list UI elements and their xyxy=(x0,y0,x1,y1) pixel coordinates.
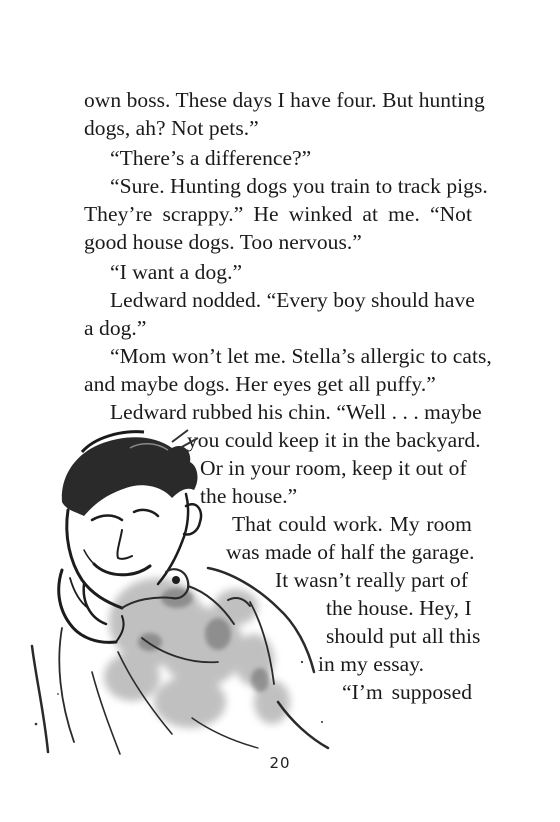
word: “Not xyxy=(429,202,472,226)
text-line: the house. Hey, I xyxy=(326,596,472,620)
text-line: should put all this xyxy=(326,624,481,648)
text-line: and maybe dogs. Her eyes get all puffy.” xyxy=(84,372,436,396)
word: supposed xyxy=(391,680,472,704)
word: winked xyxy=(288,202,353,226)
word: My xyxy=(389,512,420,536)
text-line-justified xyxy=(342,678,472,706)
word: room xyxy=(426,512,472,536)
word: He xyxy=(253,202,279,226)
page-number: 20 xyxy=(269,754,291,772)
text-line: “There’s a difference?” xyxy=(110,146,312,170)
ink-wash xyxy=(104,578,290,728)
word: scrappy.” xyxy=(162,202,244,226)
text-line: “Mom won’t let me. Stella’s allergic to cats, xyxy=(110,344,492,368)
text-line: “Sure. Hunting dogs you train to track pigs. xyxy=(110,174,488,198)
man-with-dog-illustration xyxy=(22,402,340,774)
word: That xyxy=(232,512,272,536)
text-line-justified xyxy=(84,200,472,228)
text-line: in my essay. xyxy=(318,652,425,676)
text-line: a dog.” xyxy=(84,316,147,340)
text-line: Ledward nodded. “Every boy should have xyxy=(110,288,475,312)
text-line: good house dogs. Too nervous.” xyxy=(84,230,362,254)
text-line: you could keep it in the backyard. xyxy=(187,428,481,452)
word: work. xyxy=(333,512,383,536)
text-line: It wasn’t really part of xyxy=(275,568,469,592)
text-line: was made of half the garage. xyxy=(226,540,475,564)
word: could xyxy=(278,512,327,536)
hair xyxy=(62,430,198,516)
word: “I’m xyxy=(342,680,383,704)
text-line: Or in your room, keep it out of xyxy=(200,456,467,480)
word: They’re xyxy=(84,202,153,226)
word: at xyxy=(362,202,378,226)
text-line: the house.” xyxy=(200,484,298,508)
text-line: dogs, ah? Not pets.” xyxy=(84,116,259,140)
text-line: own boss. These days I have four. But hunting xyxy=(84,88,485,112)
text-line: “I want a dog.” xyxy=(110,260,243,284)
word: me. xyxy=(388,202,420,226)
text-line: Ledward rubbed his chin. “Well . . . maybe xyxy=(110,400,482,424)
